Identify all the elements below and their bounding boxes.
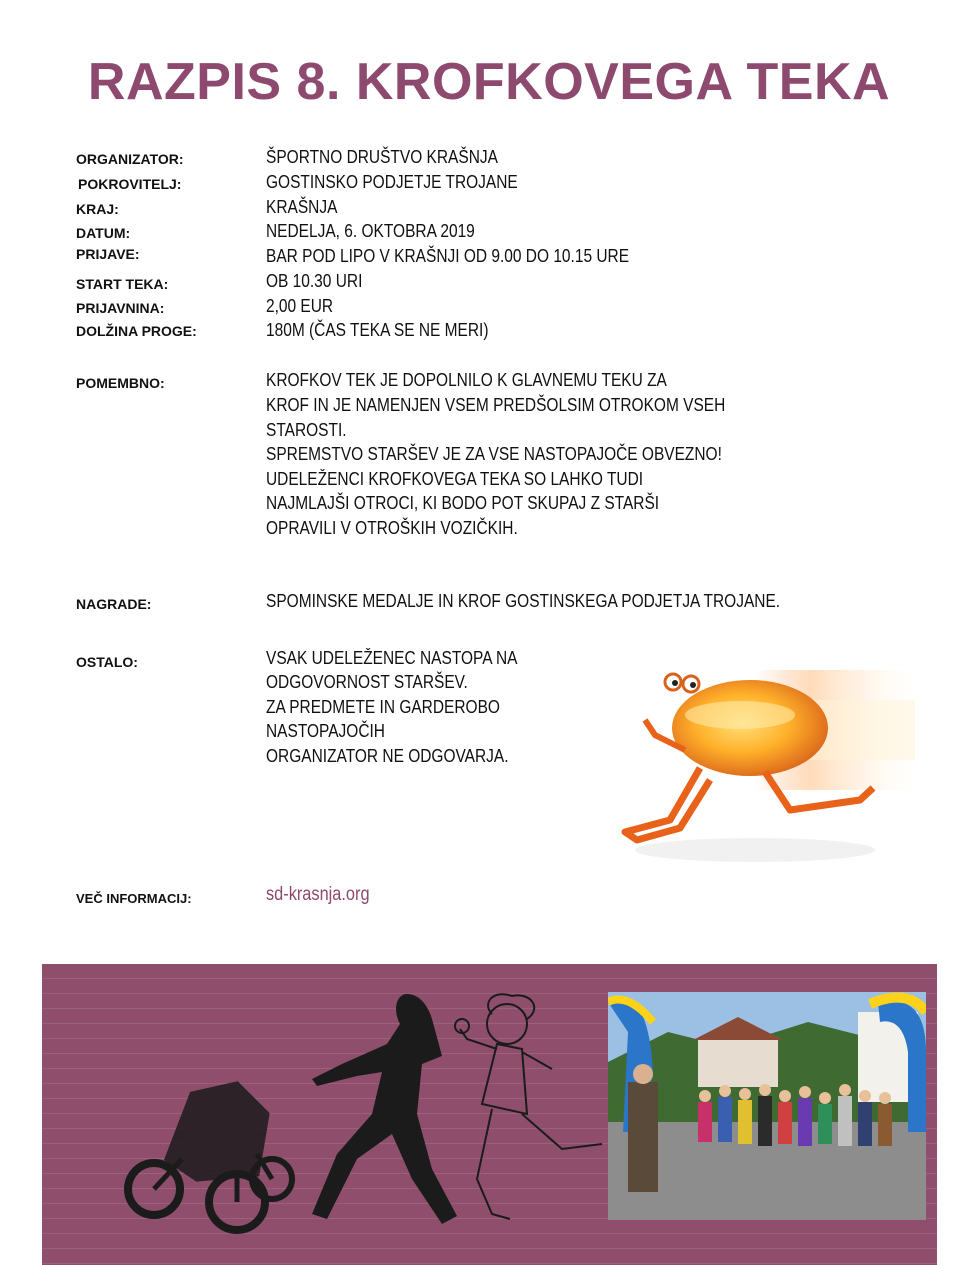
pokrovitelj-value: GOSTINSKO PODJETJE TROJANE xyxy=(266,172,518,192)
website-link[interactable]: sd-krasnja.org xyxy=(266,884,370,905)
datum-label: DATUM: xyxy=(76,225,131,241)
pomembno-line: STAROSTI. xyxy=(266,420,347,440)
pomembno-label: POMEMBNO: xyxy=(76,375,165,391)
vec-label: VEČ INFORMACIJ: xyxy=(76,891,192,906)
pomembno-line: UDELEŽENCI KROFKOVEGA TEKA SO LAHKO TUDI xyxy=(266,469,644,489)
race-photo xyxy=(608,992,926,1220)
pomembno-line: KROF IN JE NAMENJEN VSEM PREDŠOLSIM OTROKOM VSEH xyxy=(266,395,726,415)
organizator-value: ŠPORTNO DRUŠTVO KRAŠNJA xyxy=(266,147,498,167)
kraj-label: KRAJ: xyxy=(76,201,119,217)
start-value: OB 10.30 URI xyxy=(266,271,363,291)
pomembno-line: KROFKOV TEK JE DOPOLNILO K GLAVNEMU TEKU ZA xyxy=(266,370,667,390)
ostalo-line: ZA PREDMETE IN GARDEROBO xyxy=(266,697,500,717)
parent-stroller-child-illustration xyxy=(82,984,622,1254)
dolzina-value: 180M (ČAS TEKA SE NE MERI) xyxy=(266,320,489,340)
pomembno-line: SPREMSTVO STARŠEV JE ZA VSE NASTOPAJOČE OBVEZNO! xyxy=(266,444,722,464)
ostalo-line: ORGANIZATOR NE ODGOVARJA. xyxy=(266,746,509,766)
organizator-label: ORGANIZATOR: xyxy=(76,151,184,167)
ostalo-line: ODGOVORNOST STARŠEV. xyxy=(266,672,468,692)
prijavnina-label: PRIJAVNINA: xyxy=(76,300,165,316)
page-title: RAZPIS 8. KROFKOVEGA TEKA xyxy=(87,53,891,111)
prijave-value: BAR POD LIPO V KRAŠNJI OD 9.00 DO 10.15 URE xyxy=(266,246,630,266)
prijave-label: PRIJAVE: xyxy=(76,246,140,262)
prijavnina-value: 2,00 EUR xyxy=(266,296,334,316)
pokrovitelj-label: POKROVITELJ: xyxy=(78,176,182,192)
kraj-value: KRAŠNJA xyxy=(266,197,338,217)
running-donut-illustration xyxy=(615,660,915,875)
pomembno-line: NAJMLAJŠI OTROCI, KI BODO POT SKUPAJ Z STARŠI xyxy=(266,493,660,513)
datum-value: NEDELJA, 6. OKTOBRA 2019 xyxy=(266,221,475,241)
dolzina-label: DOLŽINA PROGE: xyxy=(76,323,197,339)
ostalo-line: NASTOPAJOČIH xyxy=(266,721,385,741)
bottom-banner xyxy=(42,964,937,1265)
pomembno-line: OPRAVILI V OTROŠKIH VOZIČKIH. xyxy=(266,518,518,538)
ostalo-label: OSTALO: xyxy=(76,654,138,670)
nagrade-value: SPOMINSKE MEDALJE IN KROF GOSTINSKEGA PODJETJA TROJANE. xyxy=(266,591,781,611)
nagrade-label: NAGRADE: xyxy=(76,596,152,612)
start-label: START TEKA: xyxy=(76,276,169,292)
ostalo-line: VSAK UDELEŽENEC NASTOPA NA xyxy=(266,648,518,668)
